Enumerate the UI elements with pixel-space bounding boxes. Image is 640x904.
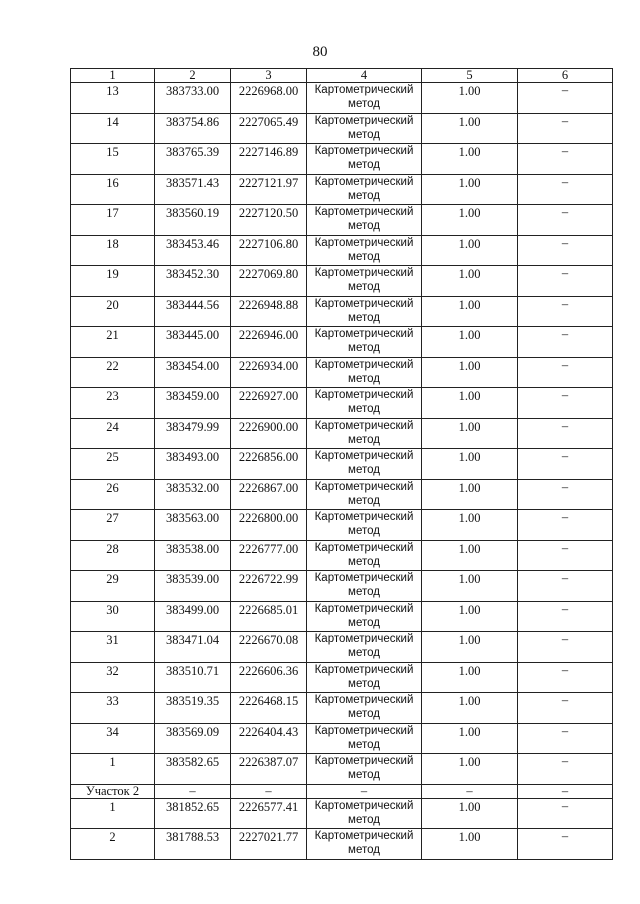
- method-cell: [307, 418, 422, 449]
- precision-cell: 1.00: [422, 510, 518, 541]
- table-row: [71, 829, 613, 860]
- precision-cell: 1.00: [422, 693, 518, 724]
- table-row: [71, 571, 613, 602]
- column-header: 5: [422, 69, 518, 83]
- y-coordinate-cell: 2226867.00: [231, 479, 307, 510]
- description-cell: –: [518, 479, 613, 510]
- y-coordinate-cell: 2227120.50: [231, 205, 307, 236]
- x-coordinate-cell: 381788.53: [155, 829, 231, 860]
- precision-cell: 1.00: [422, 418, 518, 449]
- precision-cell: 1.00: [422, 449, 518, 480]
- method-line-2: метод: [348, 586, 380, 598]
- precision-cell: 1.00: [422, 235, 518, 266]
- y-coordinate-cell: 2226948.88: [231, 296, 307, 327]
- method-line-2: метод: [348, 159, 380, 171]
- method-line-2: метод: [348, 555, 380, 568]
- y-coordinate-cell: 2226934.00: [231, 357, 307, 388]
- description-cell: –: [518, 418, 613, 449]
- method-cell: [307, 327, 422, 358]
- point-number-cell: 27: [71, 510, 155, 541]
- method-cell: [307, 571, 422, 602]
- description-cell: –: [518, 540, 613, 571]
- method-cell: [307, 829, 422, 860]
- column-header: 4: [307, 69, 422, 83]
- method-line-2: метод: [348, 738, 380, 751]
- y-coordinate-cell: 2226468.15: [231, 693, 307, 724]
- y-coordinate-cell: 2226577.41: [231, 798, 307, 829]
- y-coordinate-cell: 2227021.77: [231, 829, 307, 860]
- method-cell: [307, 754, 422, 785]
- precision-cell: 1.00: [422, 479, 518, 510]
- precision-cell: 1.00: [422, 144, 518, 175]
- table-row: [71, 479, 613, 510]
- y-coordinate-cell: 2226722.99: [231, 571, 307, 602]
- method-line-1: Картометрический: [314, 663, 414, 676]
- description-cell: –: [518, 174, 613, 205]
- method-line-1: Картометрический: [314, 297, 414, 310]
- table-row: [71, 662, 613, 693]
- method-cell: [307, 296, 422, 327]
- description-cell: –: [518, 83, 613, 114]
- method-cell: [307, 693, 422, 724]
- point-number-cell: 34: [71, 723, 155, 754]
- point-number-cell: 28: [71, 540, 155, 571]
- point-number-cell: 26: [71, 479, 155, 510]
- description-cell: –: [518, 113, 613, 144]
- y-coordinate-cell: 2227065.49: [231, 113, 307, 144]
- x-coordinate-cell: 383499.00: [155, 601, 231, 632]
- description-cell: –: [518, 798, 613, 829]
- method-line-2: метод: [348, 433, 380, 446]
- table-row: [71, 798, 613, 829]
- y-coordinate-cell: 2226387.07: [231, 754, 307, 785]
- method-cell: [307, 540, 422, 571]
- x-coordinate-cell: 383452.30: [155, 266, 231, 297]
- method-line-2: метод: [348, 708, 380, 720]
- point-number-cell: 15: [71, 144, 155, 175]
- method-line-1: Картометрический: [314, 206, 414, 218]
- description-cell: –: [518, 357, 613, 388]
- point-number-cell: 23: [71, 388, 155, 419]
- page-number: 80: [312, 44, 328, 60]
- point-number-cell: 1: [71, 754, 155, 785]
- section-dash-cell: –: [155, 784, 231, 798]
- precision-cell: 1.00: [422, 662, 518, 693]
- table-row: [71, 357, 613, 388]
- table-row: [71, 632, 613, 663]
- method-line-2: метод: [348, 677, 380, 690]
- x-coordinate-cell: 383444.56: [155, 296, 231, 327]
- y-coordinate-cell: 2226685.01: [231, 601, 307, 632]
- precision-cell: 1.00: [422, 174, 518, 205]
- column-header: 3: [231, 69, 307, 83]
- point-number-cell: 29: [71, 571, 155, 602]
- point-number-cell: 19: [71, 266, 155, 297]
- table-row: [71, 723, 613, 754]
- method-cell: [307, 632, 422, 663]
- method-cell: [307, 266, 422, 297]
- x-coordinate-cell: 383571.43: [155, 174, 231, 205]
- precision-cell: 1.00: [422, 632, 518, 663]
- point-number-cell: 20: [71, 296, 155, 327]
- point-number-cell: 14: [71, 113, 155, 144]
- method-line-1: Картометрический: [314, 114, 414, 127]
- x-coordinate-cell: 383479.99: [155, 418, 231, 449]
- method-cell: [307, 798, 422, 829]
- method-cell: [307, 479, 422, 510]
- section-row: [71, 784, 613, 798]
- section-label-cell: Участок 2: [71, 784, 155, 798]
- y-coordinate-cell: 2226777.00: [231, 540, 307, 571]
- precision-cell: 1.00: [422, 205, 518, 236]
- table-header-row: [71, 69, 613, 83]
- description-cell: –: [518, 829, 613, 860]
- column-header: 6: [518, 69, 613, 83]
- description-cell: –: [518, 235, 613, 266]
- description-cell: –: [518, 693, 613, 724]
- table-row: [71, 327, 613, 358]
- description-cell: –: [518, 662, 613, 693]
- y-coordinate-cell: 2226968.00: [231, 83, 307, 114]
- precision-cell: 1.00: [422, 388, 518, 419]
- x-coordinate-cell: 383538.00: [155, 540, 231, 571]
- method-line-1: Картометрический: [314, 694, 414, 706]
- section-dash-cell: –: [518, 784, 613, 798]
- method-line-1: Картометрический: [314, 328, 414, 340]
- method-cell: [307, 235, 422, 266]
- method-line-1: Картометрический: [314, 633, 414, 645]
- table-row: [71, 266, 613, 297]
- precision-cell: 1.00: [422, 571, 518, 602]
- x-coordinate-cell: 383765.39: [155, 144, 231, 175]
- x-coordinate-cell: 383563.00: [155, 510, 231, 541]
- x-coordinate-cell: 383733.00: [155, 83, 231, 114]
- y-coordinate-cell: 2226606.36: [231, 662, 307, 693]
- method-line-1: Картометрический: [314, 511, 414, 523]
- point-number-cell: 22: [71, 357, 155, 388]
- method-line-2: метод: [348, 342, 380, 354]
- point-number-cell: 18: [71, 235, 155, 266]
- y-coordinate-cell: 2226800.00: [231, 510, 307, 541]
- x-coordinate-cell: 381852.65: [155, 798, 231, 829]
- x-coordinate-cell: 383582.65: [155, 754, 231, 785]
- method-cell: [307, 388, 422, 419]
- method-line-1: Картометрический: [314, 480, 414, 493]
- method-cell: [307, 357, 422, 388]
- table-row: [71, 754, 613, 785]
- description-cell: –: [518, 144, 613, 175]
- precision-cell: 1.00: [422, 357, 518, 388]
- description-cell: –: [518, 296, 613, 327]
- x-coordinate-cell: 383519.35: [155, 693, 231, 724]
- x-coordinate-cell: 383569.09: [155, 723, 231, 754]
- method-line-1: Картометрический: [314, 419, 414, 432]
- precision-cell: 1.00: [422, 540, 518, 571]
- method-line-1: Картометрический: [314, 799, 414, 812]
- table-row: [71, 418, 613, 449]
- x-coordinate-cell: 383493.00: [155, 449, 231, 480]
- method-line-2: метод: [348, 647, 380, 659]
- table-row: [71, 540, 613, 571]
- x-coordinate-cell: 383454.00: [155, 357, 231, 388]
- method-cell: [307, 174, 422, 205]
- description-cell: –: [518, 388, 613, 419]
- method-line-1: Картометрический: [314, 450, 414, 462]
- description-cell: –: [518, 601, 613, 632]
- method-line-2: метод: [348, 98, 380, 110]
- precision-cell: 1.00: [422, 601, 518, 632]
- point-number-cell: 25: [71, 449, 155, 480]
- method-line-1: Картометрический: [314, 541, 414, 554]
- point-number-cell: 2: [71, 829, 155, 860]
- table-row: [71, 174, 613, 205]
- description-cell: –: [518, 327, 613, 358]
- method-cell: [307, 83, 422, 114]
- method-line-2: метод: [348, 311, 380, 324]
- method-line-1: Картометрический: [314, 724, 414, 737]
- method-line-1: Картометрический: [314, 389, 414, 401]
- table-body: [71, 83, 613, 860]
- x-coordinate-cell: 383445.00: [155, 327, 231, 358]
- method-line-1: Картометрический: [314, 572, 414, 584]
- x-coordinate-cell: 383560.19: [155, 205, 231, 236]
- table-row: [71, 510, 613, 541]
- description-cell: –: [518, 632, 613, 663]
- method-cell: [307, 662, 422, 693]
- precision-cell: 1.00: [422, 829, 518, 860]
- point-number-cell: 24: [71, 418, 155, 449]
- description-cell: –: [518, 266, 613, 297]
- precision-cell: 1.00: [422, 296, 518, 327]
- method-cell: [307, 449, 422, 480]
- precision-cell: 1.00: [422, 754, 518, 785]
- precision-cell: 1.00: [422, 798, 518, 829]
- point-number-cell: 17: [71, 205, 155, 236]
- method-line-1: Картометрический: [314, 236, 414, 249]
- x-coordinate-cell: 383539.00: [155, 571, 231, 602]
- description-cell: –: [518, 449, 613, 480]
- method-cell: [307, 510, 422, 541]
- method-line-2: метод: [348, 844, 380, 856]
- method-cell: [307, 601, 422, 632]
- table-row: [71, 693, 613, 724]
- method-line-2: метод: [348, 372, 380, 385]
- point-number-cell: 32: [71, 662, 155, 693]
- x-coordinate-cell: 383459.00: [155, 388, 231, 419]
- method-line-1: Картометрический: [314, 175, 414, 188]
- method-line-2: метод: [348, 769, 380, 781]
- table-row: [71, 113, 613, 144]
- method-line-2: метод: [348, 403, 380, 415]
- precision-cell: 1.00: [422, 723, 518, 754]
- precision-cell: 1.00: [422, 266, 518, 297]
- section-dash-cell: –: [422, 784, 518, 798]
- method-line-2: метод: [348, 189, 380, 202]
- method-line-1: Картометрический: [314, 145, 414, 157]
- section-dash-cell: –: [307, 784, 422, 798]
- table-row: [71, 601, 613, 632]
- method-line-2: метод: [348, 128, 380, 141]
- method-line-1: Картометрический: [314, 755, 414, 767]
- method-line-2: метод: [348, 220, 380, 232]
- x-coordinate-cell: 383453.46: [155, 235, 231, 266]
- method-cell: [307, 205, 422, 236]
- method-line-1: Картометрический: [314, 267, 414, 279]
- column-header: 2: [155, 69, 231, 83]
- table-row: [71, 296, 613, 327]
- method-line-1: Картометрический: [314, 602, 414, 615]
- y-coordinate-cell: 2227069.80: [231, 266, 307, 297]
- method-line-2: метод: [348, 525, 380, 537]
- table-row: [71, 388, 613, 419]
- description-cell: –: [518, 754, 613, 785]
- coordinates-table: [70, 68, 613, 860]
- table-row: [71, 449, 613, 480]
- method-line-2: метод: [348, 616, 380, 629]
- table-row: [71, 235, 613, 266]
- method-line-2: метод: [348, 250, 380, 263]
- section-dash-cell: –: [231, 784, 307, 798]
- table-row: [71, 144, 613, 175]
- method-cell: [307, 113, 422, 144]
- method-line-1: Картометрический: [314, 84, 414, 96]
- point-number-cell: 16: [71, 174, 155, 205]
- y-coordinate-cell: 2226404.43: [231, 723, 307, 754]
- point-number-cell: 31: [71, 632, 155, 663]
- method-line-1: Картометрический: [314, 830, 414, 842]
- point-number-cell: 1: [71, 798, 155, 829]
- y-coordinate-cell: 2226900.00: [231, 418, 307, 449]
- description-cell: –: [518, 723, 613, 754]
- y-coordinate-cell: 2227121.97: [231, 174, 307, 205]
- method-cell: [307, 144, 422, 175]
- x-coordinate-cell: 383510.71: [155, 662, 231, 693]
- description-cell: –: [518, 205, 613, 236]
- table-row: [71, 83, 613, 114]
- y-coordinate-cell: 2226856.00: [231, 449, 307, 480]
- description-cell: –: [518, 571, 613, 602]
- description-cell: –: [518, 510, 613, 541]
- precision-cell: 1.00: [422, 83, 518, 114]
- y-coordinate-cell: 2226670.08: [231, 632, 307, 663]
- point-number-cell: 33: [71, 693, 155, 724]
- table-row: [71, 205, 613, 236]
- precision-cell: 1.00: [422, 113, 518, 144]
- x-coordinate-cell: 383471.04: [155, 632, 231, 663]
- point-number-cell: 30: [71, 601, 155, 632]
- y-coordinate-cell: 2227146.89: [231, 144, 307, 175]
- method-line-2: метод: [348, 281, 380, 293]
- method-cell: [307, 723, 422, 754]
- y-coordinate-cell: 2227106.80: [231, 235, 307, 266]
- point-number-cell: 21: [71, 327, 155, 358]
- y-coordinate-cell: 2226927.00: [231, 388, 307, 419]
- y-coordinate-cell: 2226946.00: [231, 327, 307, 358]
- precision-cell: 1.00: [422, 327, 518, 358]
- point-number-cell: 13: [71, 83, 155, 114]
- method-line-2: метод: [348, 494, 380, 507]
- method-line-1: Картометрический: [314, 358, 414, 371]
- column-header: 1: [71, 69, 155, 83]
- method-line-2: метод: [348, 813, 380, 826]
- x-coordinate-cell: 383754.86: [155, 113, 231, 144]
- method-line-2: метод: [348, 464, 380, 476]
- x-coordinate-cell: 383532.00: [155, 479, 231, 510]
